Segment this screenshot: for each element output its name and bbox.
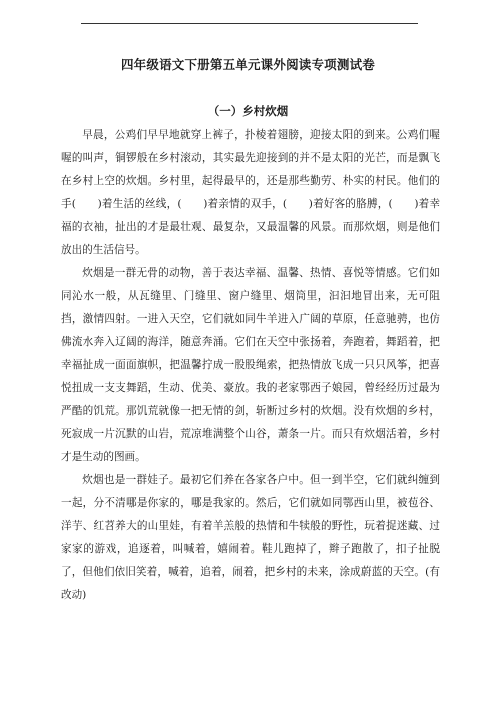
paragraph-3: 炊烟也是一群娃子。最初它们养在各家各户中。但一到半空，它们就纠缠到一起，分不清哪是你家的，哪是我家的。然后，它们就如同鄂西山里，被苞谷、洋芋、红苕养大的山里娃，有着羊羔般的热情和牛犊般的野性，玩着捉迷藏、过家家的游戏，追逐着，叫喊着，嬉闹着。鞋儿跑掉了，辫子跑散了，扣子扯脱了，但他们依旧笑着，喊着，追着，闹着，把乡村的未来，涂成蔚蓝的天空。(有改动) [61, 474, 440, 601]
paragraph-1: 早晨，公鸡们早早地就穿上裤子，扑棱着翅膀，迎接太阳的到来。公鸡们喔喔的叫声，铜锣般在乡村滚动，其实最先迎接到的并不是太阳的光芒，而是飘飞在乡村上空的炊烟。乡村里，起得最早的，还是那些勤劳、朴实的村民。他们的手( )着生活的丝线，( )着亲情的双手，( )着好客的胳膊，( )着幸福的衣袖，扯出的才是最壮观、最复杂，又最温馨的风景。而那炊烟，则是他们放出的生活信号。 [61, 129, 440, 256]
section-heading: （一）乡村炊烟 [207, 104, 289, 118]
header-rule [81, 23, 418, 24]
passage-body [61, 124, 440, 607]
document-title: 四年级语文下册第五单元课外阅读专项测试卷 [120, 57, 375, 72]
paragraph-2: 炊烟是一群无骨的动物，善于表达幸福、温馨、热情、喜悦等情感。它们如同沁水一般，从瓦缝里、门缝里、窗户缝里、烟筒里，汩汩地冒出来，无可阻挡，激情四射。一进入天空，它们就如同牛羊进入广阔的草原，任意驰骋，也仿佛流水奔入辽阔的海洋，随意奔涌。它们在天空中张扬着，奔跑着，舞蹈着，把幸福扯成一面面旗帜，把温馨拧成一股股绳索，把热情放飞成一只只风筝，把喜悦扭成一支支舞蹈，生动、优美、豪放。我的老家鄂西子娘园，曾经经历过最为严酷的饥荒。那饥荒就像一把无情的剑，斩断过乡村的炊烟。没有炊烟的乡村，死寂成一片沉默的山岩，荒凉堆满整个山谷，萧条一片。而只有炊烟活着，乡村才是生动的图画。 [61, 267, 440, 463]
